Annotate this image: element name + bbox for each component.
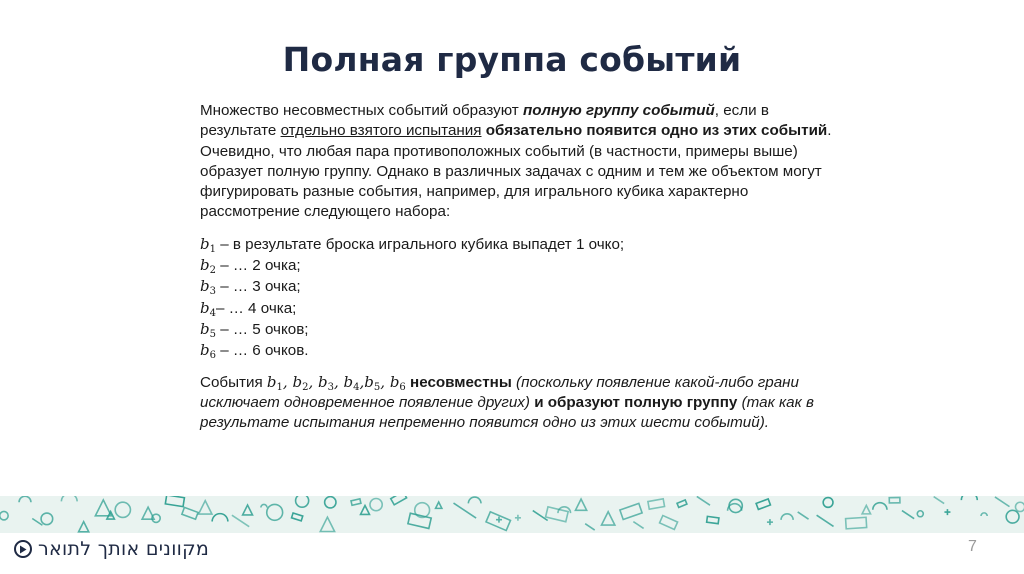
event-description: – … 5 очков; bbox=[215, 320, 309, 338]
pattern-doodle bbox=[660, 515, 678, 529]
event-variable: $b_5$ bbox=[364, 372, 381, 393]
event-description: – … 4 очка; bbox=[215, 299, 297, 317]
pattern-doodle bbox=[697, 496, 710, 505]
intro-paragraph bbox=[200, 101, 840, 223]
event-list-item bbox=[200, 340, 840, 361]
pattern-doodle bbox=[620, 503, 642, 519]
pattern-doodle bbox=[862, 505, 870, 513]
event-description: – … 3 очка; bbox=[215, 278, 301, 296]
pattern-doodle bbox=[391, 496, 407, 505]
pattern-doodle bbox=[944, 509, 950, 515]
pattern-doodle bbox=[325, 497, 336, 508]
intro-text-2: , если в результате bbox=[200, 102, 769, 140]
pattern-doodle bbox=[212, 514, 228, 522]
conclusion-bold-incompatible: несовместны bbox=[410, 373, 512, 391]
event-list-item bbox=[200, 298, 840, 319]
event-list-item bbox=[200, 276, 840, 297]
conclusion-paragraph: События $b_1$, $b_2$, $b_3$, $b_4,b_5$, $b_6$ несовместны (поскольку появление какой-либо грани исключает одновременное появление других) и образуют полную группу (так как в результате испытания непременно появится одно из этих шести событий). bbox=[200, 372, 814, 432]
event-variable: $b_2$ bbox=[200, 256, 216, 277]
pattern-doodle bbox=[902, 511, 914, 519]
page-number: 7 bbox=[968, 538, 977, 555]
pattern-doodle bbox=[199, 501, 212, 514]
event-description: – в результате броска игрального кубика выпадет 1 очко; bbox=[215, 235, 625, 253]
pattern-doodle bbox=[546, 507, 569, 522]
play-icon bbox=[14, 540, 32, 558]
pattern-doodle bbox=[823, 498, 833, 508]
pattern-doodle bbox=[361, 505, 370, 514]
pattern-doodle bbox=[61, 496, 77, 501]
conclusion-bold-full-group: и образуют полную группу bbox=[534, 393, 738, 411]
pattern-doodle bbox=[889, 498, 900, 503]
pattern-doodle bbox=[370, 498, 382, 510]
pattern-doodle bbox=[19, 496, 31, 502]
slide-title: Полная группа событий bbox=[282, 40, 742, 79]
event-description: – … 2 очка; bbox=[215, 257, 301, 275]
event-variable: $b_1$ bbox=[200, 234, 216, 255]
event-variable: $b_1$ bbox=[266, 372, 283, 393]
event-variable: $b_4$ bbox=[343, 372, 360, 393]
event-variable: $b_2$ bbox=[292, 372, 309, 393]
pattern-doodle bbox=[917, 511, 923, 517]
pattern-doodle bbox=[846, 517, 867, 528]
pattern-doodle bbox=[0, 511, 8, 519]
event-list bbox=[200, 234, 840, 362]
pattern-doodle bbox=[351, 499, 361, 506]
intro-term-full-group: полную группу событий bbox=[523, 102, 715, 119]
pattern-doodle bbox=[781, 514, 793, 520]
event-list-item bbox=[200, 319, 840, 340]
event-list-item bbox=[200, 234, 840, 255]
pattern-doodle bbox=[767, 519, 773, 525]
pattern-doodle bbox=[648, 499, 665, 509]
pattern-doodle bbox=[1006, 510, 1019, 523]
pattern-doodles-icon bbox=[0, 496, 1024, 533]
pattern-doodle bbox=[515, 515, 521, 521]
pattern-doodle bbox=[798, 512, 809, 519]
event-variable: $b_4$ bbox=[200, 298, 216, 319]
intro-text-1: Множество несовместных событий образуют bbox=[200, 102, 523, 119]
pattern-doodle bbox=[981, 513, 987, 516]
pattern-doodle bbox=[468, 497, 481, 503]
pattern-doodle bbox=[575, 499, 586, 510]
conclusion-italic-explanation: (так как в результате испытания непременно появится одно из этих шести событий). bbox=[200, 393, 814, 432]
pattern-doodle bbox=[41, 513, 53, 525]
pattern-doodle bbox=[454, 503, 477, 518]
event-description: – … 6 очков. bbox=[215, 342, 309, 360]
pattern-doodle bbox=[677, 500, 687, 507]
pattern-doodle bbox=[934, 497, 944, 504]
pattern-doodle bbox=[267, 504, 283, 520]
pattern-doodle bbox=[633, 522, 643, 529]
pattern-doodle bbox=[1015, 502, 1024, 511]
pattern-doodle bbox=[320, 517, 334, 531]
pattern-doodle bbox=[436, 502, 442, 508]
logo-text: מקוונים אותך לתואר bbox=[38, 538, 210, 560]
decorative-pattern-band bbox=[0, 496, 1024, 533]
footer-logo[interactable] bbox=[14, 537, 209, 561]
event-variable: $b_6$ bbox=[200, 341, 216, 362]
pattern-doodle bbox=[961, 496, 977, 500]
intro-underlined-trial: отдельно взятого испытания bbox=[280, 122, 482, 140]
pattern-doodle bbox=[115, 502, 130, 517]
conclusion-italic-reason: (поскольку появление какой-либо грани исключает одновременное появление других) bbox=[200, 373, 799, 411]
pattern-doodle bbox=[873, 503, 887, 510]
pattern-doodle bbox=[182, 507, 198, 519]
event-list-item bbox=[200, 255, 840, 276]
event-variable: $b_6$ bbox=[389, 372, 406, 393]
pattern-doodle bbox=[756, 499, 770, 510]
intro-bold-statement: обязательно появится одно из этих событий bbox=[485, 122, 828, 140]
pattern-doodle bbox=[817, 515, 834, 526]
pattern-doodle bbox=[165, 496, 184, 507]
pattern-doodle bbox=[995, 497, 1010, 507]
slide-body bbox=[200, 101, 840, 433]
event-variable: $b_5$ bbox=[200, 319, 216, 340]
conclusion-prefix: События bbox=[200, 373, 267, 391]
pattern-doodle bbox=[232, 515, 249, 527]
event-variable: $b_3$ bbox=[200, 277, 216, 298]
event-variable: $b_3$ bbox=[317, 372, 334, 393]
pattern-doodle bbox=[707, 516, 719, 523]
intro-text-3: . Очевидно, что любая пара противоположных событий (в частности, примеры выше) образует полную группу. Однако в различных задачах с одним и тем же объектом могут фигурировать разные события, например, для игрального кубика характерно рассмотрение следующего набора: bbox=[200, 122, 832, 221]
pattern-doodle bbox=[296, 496, 309, 507]
pattern-doodle bbox=[496, 517, 502, 523]
pattern-doodle bbox=[261, 504, 267, 507]
pattern-doodle bbox=[243, 505, 253, 515]
pattern-doodle bbox=[292, 513, 303, 521]
pattern-doodle bbox=[601, 512, 614, 525]
pattern-doodle bbox=[585, 524, 595, 530]
pattern-doodle bbox=[79, 522, 89, 532]
